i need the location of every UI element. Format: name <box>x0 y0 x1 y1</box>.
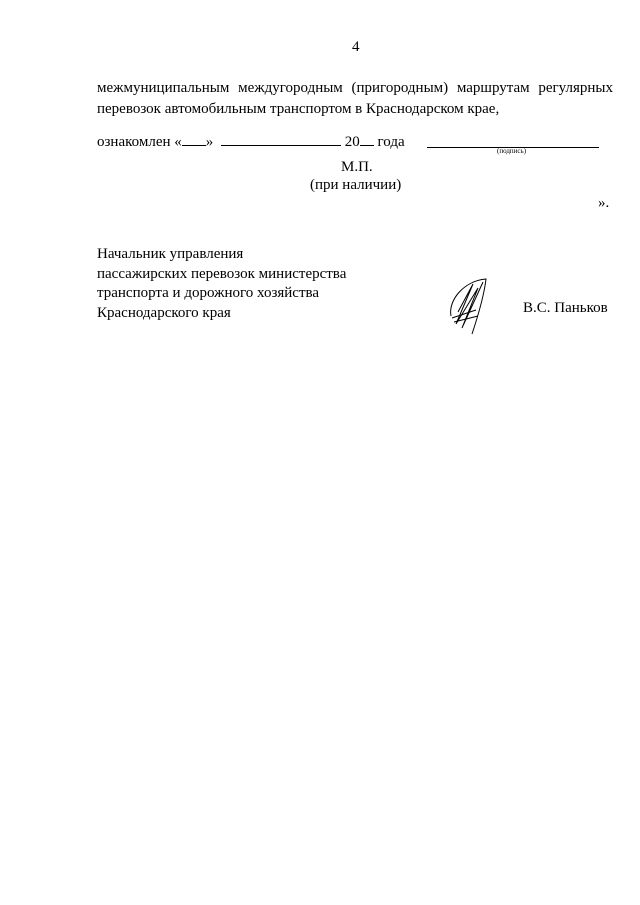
closing-quote: ». <box>598 195 610 211</box>
month-blank <box>221 133 341 146</box>
position-line: транспорта и дорожного хозяйства <box>97 285 320 301</box>
signatory-position <box>97 245 346 323</box>
year-prefix: 20 <box>344 134 360 150</box>
year-suffix: года <box>377 134 405 150</box>
signature-caption: (подпись) <box>497 147 527 155</box>
year-blank <box>360 133 374 146</box>
position-line: Краснодарского края <box>97 304 231 321</box>
paragraph-line-1: межмуниципальным междугородным (пригородным) маршрутам регулярных <box>97 80 613 96</box>
paragraph-line-2: перевозок автомобильным транспортом в Краснодарском крае, <box>97 101 500 117</box>
acknowledged-line <box>97 133 405 151</box>
position-line: пассажирских перевозок министерства <box>97 265 347 282</box>
stamp-note: (при наличии) <box>310 177 402 193</box>
position-line: Начальник управления <box>97 246 244 262</box>
stamp-label: М.П. <box>341 159 373 175</box>
signatory-name: В.С. Паньков <box>523 300 608 316</box>
handwritten-signature <box>448 276 498 338</box>
acknowledged-label: ознакомлен « <box>97 134 182 150</box>
close-quote: » <box>205 134 214 150</box>
page-number: 4 <box>352 39 360 55</box>
body-paragraph <box>97 78 613 120</box>
day-blank <box>182 133 206 146</box>
